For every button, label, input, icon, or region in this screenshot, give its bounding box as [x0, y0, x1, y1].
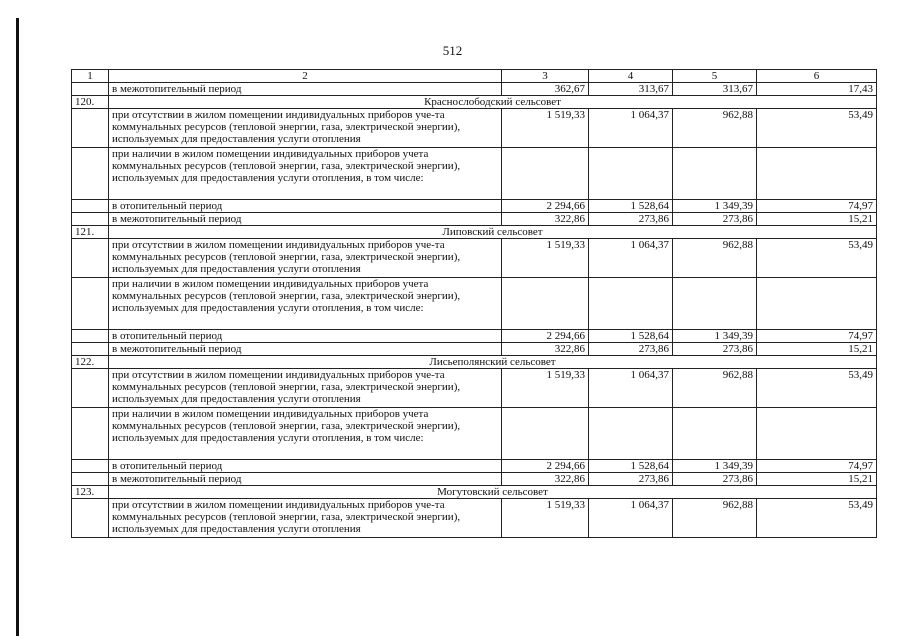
- value-cell: 962,88: [673, 239, 757, 278]
- value-cell: 53,49: [757, 369, 877, 408]
- value-cell: 74,97: [757, 460, 877, 473]
- value-cell: 2 294,66: [502, 460, 589, 473]
- label-cell: в отопительный период: [109, 460, 502, 473]
- index-cell: [72, 148, 109, 200]
- value-cell: 1 519,33: [502, 369, 589, 408]
- value-cell: 1 349,39: [673, 460, 757, 473]
- header-cell: 4: [589, 70, 673, 83]
- index-cell: [72, 278, 109, 330]
- value-cell: [757, 148, 877, 200]
- value-cell: 322,86: [502, 213, 589, 226]
- left-margin-rule: [16, 18, 19, 636]
- value-cell: 273,86: [673, 213, 757, 226]
- value-cell: 1 064,37: [589, 369, 673, 408]
- value-cell: 15,21: [757, 213, 877, 226]
- value-cell: 53,49: [757, 239, 877, 278]
- non-heating-period-row: [72, 473, 877, 486]
- label-cell: в межотопительный период: [109, 83, 502, 96]
- section-index: 121.: [72, 226, 109, 239]
- non-heating-period-row: [72, 343, 877, 356]
- index-cell: [72, 460, 109, 473]
- value-cell: 1 528,64: [589, 460, 673, 473]
- index-cell: [72, 473, 109, 486]
- section-title: Краснослободский сельсовет: [109, 96, 877, 109]
- value-cell: 962,88: [673, 109, 757, 148]
- present-meter-row: [72, 408, 877, 460]
- value-cell: 362,67: [502, 83, 589, 96]
- value-cell: 1 064,37: [589, 499, 673, 538]
- value-cell: 2 294,66: [502, 200, 589, 213]
- value-cell: 1 349,39: [673, 330, 757, 343]
- label-cell: при наличии в жилом помещении индивидуальных приборов учета коммунальных ресурсов (тепловой энергии, газа, электрической энергии), используемых для предоставления услуги отопления, в том числе:: [109, 408, 502, 460]
- value-cell: 1 064,37: [589, 239, 673, 278]
- table-row: [72, 83, 877, 96]
- label-cell: при отсутствии в жилом помещении индивидуальных приборов уче-та коммунальных ресурсов (тепловой энергии, газа, электрической энергии), используемых для предоставления услуги отопления: [109, 369, 502, 408]
- index-cell: [72, 239, 109, 278]
- label-cell: в межотопительный период: [109, 473, 502, 486]
- index-cell: [72, 369, 109, 408]
- value-cell: 1 519,33: [502, 109, 589, 148]
- header-cell: 6: [757, 70, 877, 83]
- index-cell: [72, 408, 109, 460]
- label-cell: в отопительный период: [109, 200, 502, 213]
- value-cell: [502, 278, 589, 330]
- header-row: [72, 70, 877, 83]
- section-heading-row: [72, 356, 877, 369]
- index-cell: [72, 200, 109, 213]
- value-cell: 273,86: [589, 343, 673, 356]
- label-cell: в отопительный период: [109, 330, 502, 343]
- value-cell: [673, 408, 757, 460]
- value-cell: 273,86: [673, 473, 757, 486]
- label-cell: в межотопительный период: [109, 343, 502, 356]
- value-cell: 15,21: [757, 343, 877, 356]
- index-cell: [72, 83, 109, 96]
- value-cell: 273,86: [589, 473, 673, 486]
- value-cell: [502, 408, 589, 460]
- section-heading-row: [72, 226, 877, 239]
- section-heading-row: [72, 486, 877, 499]
- absent-meter-row: [72, 239, 877, 278]
- absent-meter-row: [72, 369, 877, 408]
- value-cell: 322,86: [502, 473, 589, 486]
- value-cell: [757, 408, 877, 460]
- section-title: Липовский сельсовет: [109, 226, 877, 239]
- section-title: Могутовский сельсовет: [109, 486, 877, 499]
- label-cell: при наличии в жилом помещении индивидуальных приборов учета коммунальных ресурсов (тепловой энергии, газа, электрической энергии), используемых для предоставления услуги отопления, в том числе:: [109, 148, 502, 200]
- header-cell: 5: [673, 70, 757, 83]
- value-cell: [589, 148, 673, 200]
- section-title: Лисьеполянский сельсовет: [109, 356, 877, 369]
- value-cell: 1 528,64: [589, 330, 673, 343]
- value-cell: [589, 408, 673, 460]
- index-cell: [72, 343, 109, 356]
- index-cell: [72, 499, 109, 538]
- value-cell: 1 528,64: [589, 200, 673, 213]
- value-cell: 74,97: [757, 200, 877, 213]
- header-cell: 3: [502, 70, 589, 83]
- value-cell: 313,67: [589, 83, 673, 96]
- absent-meter-row: [72, 499, 877, 538]
- value-cell: 962,88: [673, 499, 757, 538]
- label-cell: при отсутствии в жилом помещении индивидуальных приборов уче-та коммунальных ресурсов (тепловой энергии, газа, электрической энергии), используемых для предоставления услуги отопления: [109, 109, 502, 148]
- value-cell: 322,86: [502, 343, 589, 356]
- value-cell: 53,49: [757, 109, 877, 148]
- index-cell: [72, 330, 109, 343]
- value-cell: 15,21: [757, 473, 877, 486]
- value-cell: 1 064,37: [589, 109, 673, 148]
- label-cell: в межотопительный период: [109, 213, 502, 226]
- value-cell: 53,49: [757, 499, 877, 538]
- label-cell: при наличии в жилом помещении индивидуальных приборов учета коммунальных ресурсов (тепловой энергии, газа, электрической энергии), используемых для предоставления услуги отопления, в том числе:: [109, 278, 502, 330]
- value-cell: 313,67: [673, 83, 757, 96]
- value-cell: 1 349,39: [673, 200, 757, 213]
- label-cell: при отсутствии в жилом помещении индивидуальных приборов уче-та коммунальных ресурсов (тепловой энергии, газа, электрической энергии), используемых для предоставления услуги отопления: [109, 499, 502, 538]
- index-cell: [72, 109, 109, 148]
- header-cell: 2: [109, 70, 502, 83]
- value-cell: 2 294,66: [502, 330, 589, 343]
- value-cell: 17,43: [757, 83, 877, 96]
- value-cell: [502, 148, 589, 200]
- value-cell: [757, 278, 877, 330]
- heating-period-row: [72, 330, 877, 343]
- page-number: 512: [442, 43, 463, 58]
- section-index: 123.: [72, 486, 109, 499]
- section-index: 122.: [72, 356, 109, 369]
- index-cell: [72, 213, 109, 226]
- value-cell: [673, 278, 757, 330]
- header-cell: 1: [72, 70, 109, 83]
- value-cell: 1 519,33: [502, 499, 589, 538]
- section-index: 120.: [72, 96, 109, 109]
- present-meter-row: [72, 278, 877, 330]
- label-cell: при отсутствии в жилом помещении индивидуальных приборов уче-та коммунальных ресурсов (тепловой энергии, газа, электрической энергии), используемых для предоставления услуги отопления: [109, 239, 502, 278]
- value-cell: [673, 148, 757, 200]
- non-heating-period-row: [72, 213, 877, 226]
- value-cell: 962,88: [673, 369, 757, 408]
- heating-period-row: [72, 200, 877, 213]
- present-meter-row: [72, 148, 877, 200]
- value-cell: 74,97: [757, 330, 877, 343]
- heating-period-row: [72, 460, 877, 473]
- value-cell: 273,86: [589, 213, 673, 226]
- value-cell: 273,86: [673, 343, 757, 356]
- section-heading-row: [72, 96, 877, 109]
- tariff-table: [71, 69, 877, 538]
- value-cell: 1 519,33: [502, 239, 589, 278]
- value-cell: [589, 278, 673, 330]
- absent-meter-row: [72, 109, 877, 148]
